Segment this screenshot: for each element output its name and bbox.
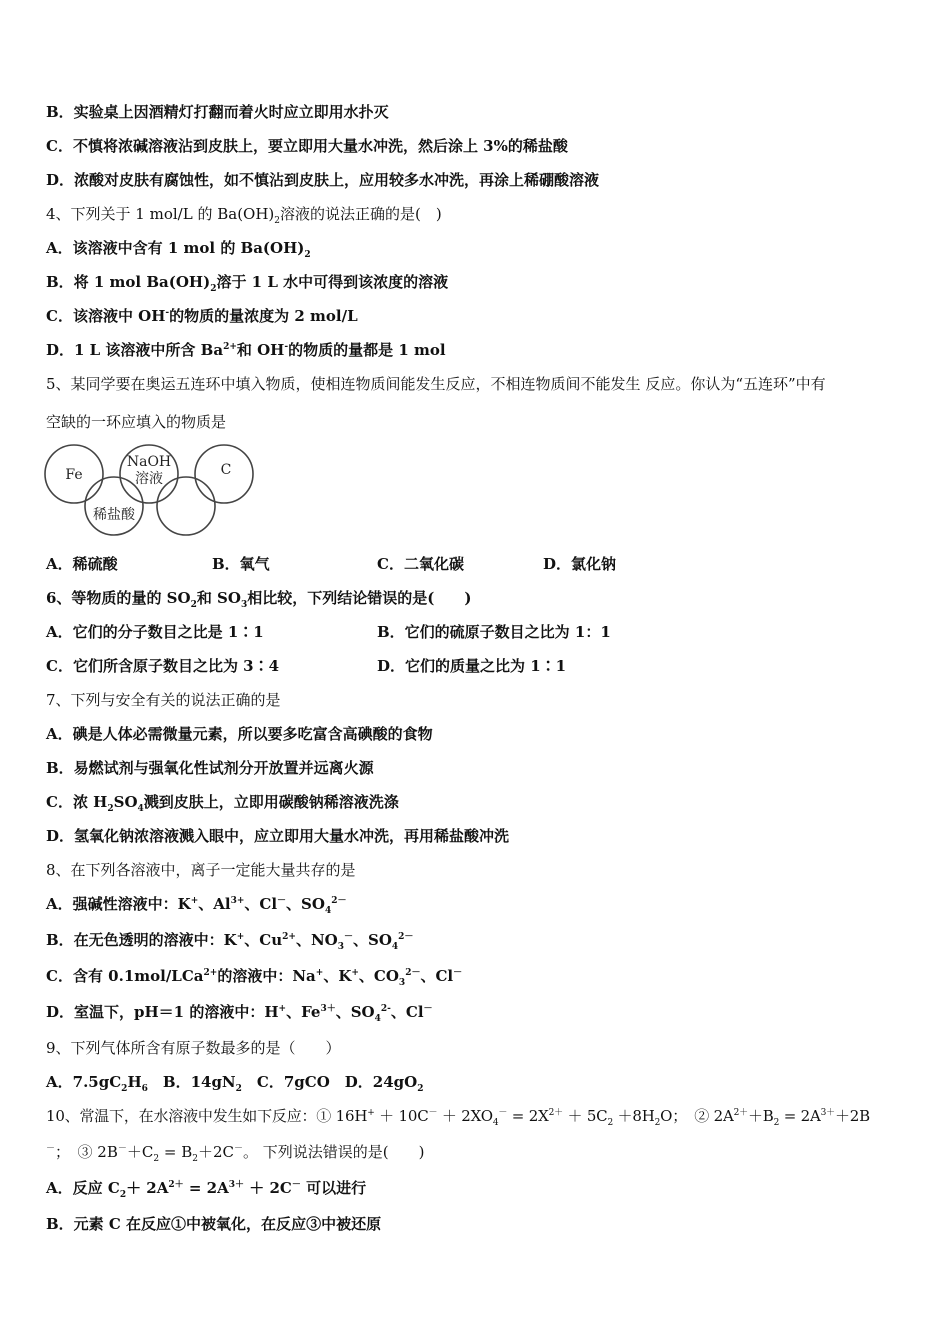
- q6-stem: 6、等物质的量的 $SO_2$和 $SO_3$相比较，下列结论错误的是( ): [46, 589, 472, 610]
- q7-option-b: B．易燃试剂与强氧化性试剂分开放置并远离火源: [46, 759, 374, 777]
- q5-option-c: C．二氧化碳: [377, 555, 464, 573]
- q3-option-c: C．不慎将浓碱溶液沾到皮肤上，要立即用大量水冲洗，然后涂上 3%的稀盐酸: [46, 137, 568, 155]
- q5-option-d: D．氯化钠: [543, 555, 617, 573]
- q10-option-b: B．元素 C 在反应①中被氧化，在反应③中被还原: [46, 1215, 382, 1233]
- q10-stem-line2: －； ③ $2B^-+C_2 = B_2+2C^-$。 下列说法错误的是( ): [46, 1143, 425, 1164]
- q5-stem-line2: 空缺的一环应填入的物质是: [46, 413, 227, 431]
- q9-stem: 9、下列气体所含有原子数最多的是（ ）: [46, 1039, 341, 1057]
- q4-option-a: A．该溶液中含有 1 mol 的 $Ba(OH)_2$: [46, 239, 311, 260]
- q7-stem: 7、下列与安全有关的说法正确的是: [46, 691, 281, 709]
- q6-option-c: C．它们所含原子数目之比为 3∶4: [46, 657, 280, 675]
- q4-stem: 4、下列关于 1 mol/L 的 $Ba(OH)_2$溶液的说法正确的是( ): [46, 205, 442, 226]
- q4-option-c: C．该溶液中 OH-的物质的量浓度为 2 mol/L: [46, 307, 358, 325]
- q5-stem-line1: 5、某同学要在奥运五连环中填入物质，使相连物质间能发生反应，不相连物质间不能发生 反应。你认为“五连环”中有: [46, 375, 826, 393]
- ring-naoh-label-1: NaOH: [126, 454, 172, 470]
- q8-stem: 8、在下列各溶液中，离子一定能大量共存的是: [46, 861, 356, 879]
- q5-option-a: A．稀硫酸: [46, 555, 118, 573]
- q8-option-b: B．在无色透明的溶液中：K+、$Cu^{2+}$、$NO_3^-$、$SO_4^{2-}$: [46, 931, 414, 952]
- q7-option-c: C．浓 $H_2SO_4$溅到皮肤上，立即用碳酸钠稀溶液洗涤: [46, 793, 399, 814]
- q7-option-d: D．氢氧化钠浓溶液溅入眼中，应立即用大量水冲洗，再用稀盐酸冲洗: [46, 827, 510, 845]
- q8-option-c: C．含有 0.1mol/LCa$^{2+}$的溶液中：Na+、K+、$CO_3^{2-}$、Cl－: [46, 967, 463, 988]
- q7-option-a: A．碘是人体必需微量元素，所以要多吃富含高碘酸的食物: [46, 725, 433, 743]
- ring-hcl-label: 稀盐酸: [93, 507, 135, 523]
- q8-option-d: D．室温下，pH＝1 的溶液中：H+、$Fe^{3+}$、$SO_4^{2-}$、Cl－: [46, 1003, 433, 1024]
- ring-naoh-label-2: 溶液: [135, 471, 163, 487]
- ring-c-label: C: [220, 462, 232, 478]
- q3-option-b: B．实验桌上因酒精灯打翻而着火时应立即用水扑灭: [46, 103, 389, 121]
- q9-options: A．$7.5gC_2H_6$ B．$14gN_2$ C．7gCO D．$24gO_2$: [46, 1073, 424, 1094]
- ring-fe-label: Fe: [65, 467, 83, 483]
- q6-option-d: D．它们的质量之比为 1∶1: [377, 657, 567, 675]
- q6-option-b: B．它们的硫原子数目之比为 1：1: [377, 623, 611, 641]
- q10-stem-line1: 10、常温下，在水溶液中发生如下反应：① $16H^+ + 10C^- + 2XO_4^- = 2X^{2+} + 5C_2 +8H_2O$； ② $2A^{2+}+B_2 = 2A^{3+}+2B$: [46, 1107, 870, 1128]
- ring-empty: [157, 477, 215, 535]
- q8-option-a: A．强碱性溶液中：K+、$Al^{3+}$、Cl－、$SO_4^{2-}$: [46, 895, 347, 916]
- olympic-rings-figure: [44, 444, 258, 540]
- q3-option-d: D．浓酸对皮肤有腐蚀性，如不慎沾到皮肤上，应用较多水冲洗，再涂上稀硼酸溶液: [46, 171, 600, 189]
- q6-option-a: A．它们的分子数目之比是 1∶1: [46, 623, 264, 641]
- q4-option-b: B．将 1 mol $Ba(OH)_2$溶于 1 L 水中可得到该浓度的溶液: [46, 273, 449, 294]
- q10-option-a: A．反应 $C_2+ 2A^{2+} = 2A^{3+} + 2C^-$ 可以进行: [46, 1179, 367, 1200]
- q5-option-b: B．氧气: [212, 555, 270, 573]
- q4-option-d: D．1 L 该溶液中所含 $Ba^{2+}$和 OH-的物质的量都是 1 mol: [46, 341, 446, 359]
